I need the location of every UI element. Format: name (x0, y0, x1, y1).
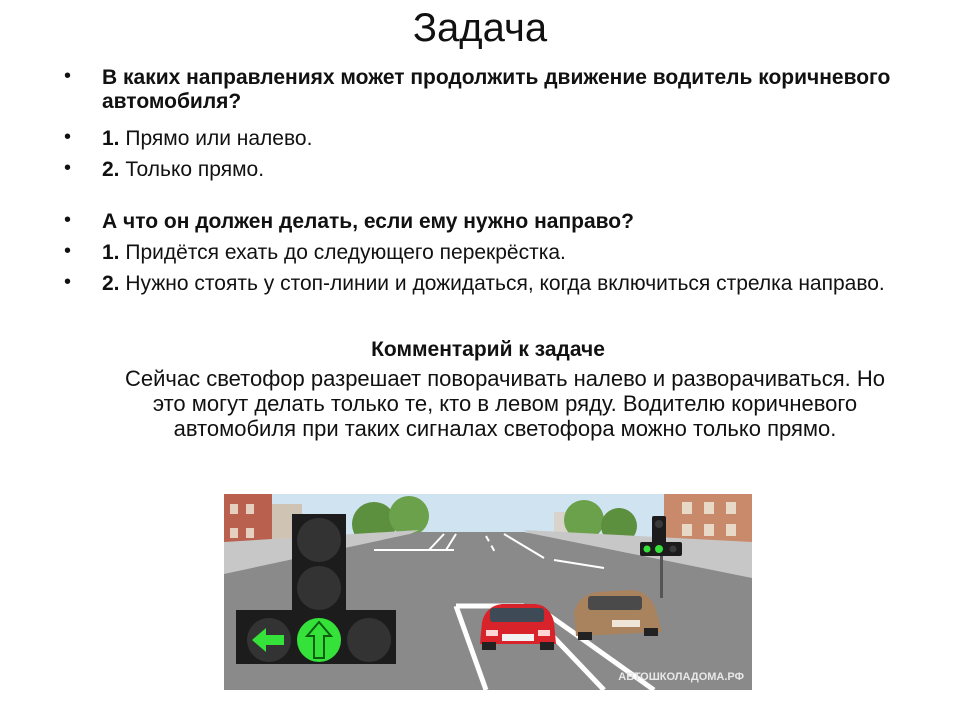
answer-number: 2. (102, 158, 120, 181)
comment-heading: Комментарий к задаче (371, 338, 605, 361)
bullet-icon: • (64, 271, 72, 293)
bullet-icon: • (64, 240, 72, 262)
answer-text: Только прямо. (119, 158, 265, 181)
answer-text: Нужно стоять у стоп-линии и дожидаться, когда включиться стрелка направо. (119, 272, 885, 295)
bullet-icon: • (64, 65, 72, 87)
answer-number: 1. (102, 241, 120, 264)
answer-item (62, 127, 912, 151)
answer-text: Придётся ехать до следующего перекрёстка. (119, 241, 566, 264)
comment-body: Сейчас светофор разрешает поворачивать налево и разворачиваться. Но это могут делать только те, кто в левом ряду. Водителю коричневого автомобиля при таких сигналах светофора можно только прямо. (124, 366, 886, 441)
bullet-icon: • (64, 209, 72, 231)
answer-item (62, 272, 912, 296)
question-list (62, 66, 912, 309)
red-car (480, 604, 556, 650)
question-text: А что он должен делать, если ему нужно направо? (102, 210, 634, 233)
answer-item (62, 158, 912, 182)
question-text: В каких направлениях может продолжить движение водитель коричневого автомобиля? (102, 66, 891, 113)
bullet-icon: • (64, 157, 72, 179)
right-lamp (347, 618, 391, 662)
answer-text: Прямо или налево. (119, 127, 313, 150)
answer-item (62, 241, 912, 265)
answer-number: 2. (102, 272, 120, 295)
question-item (62, 66, 912, 114)
answer-number: 1. (102, 127, 120, 150)
yellow-lamp (297, 566, 341, 610)
red-lamp (297, 518, 341, 562)
question-item (62, 210, 912, 234)
intersection-illustration (224, 494, 752, 690)
slide-title: Задача (412, 6, 548, 50)
watermark: АВТОШКОЛАДОМА.РФ (618, 671, 744, 683)
bullet-icon: • (64, 126, 72, 148)
